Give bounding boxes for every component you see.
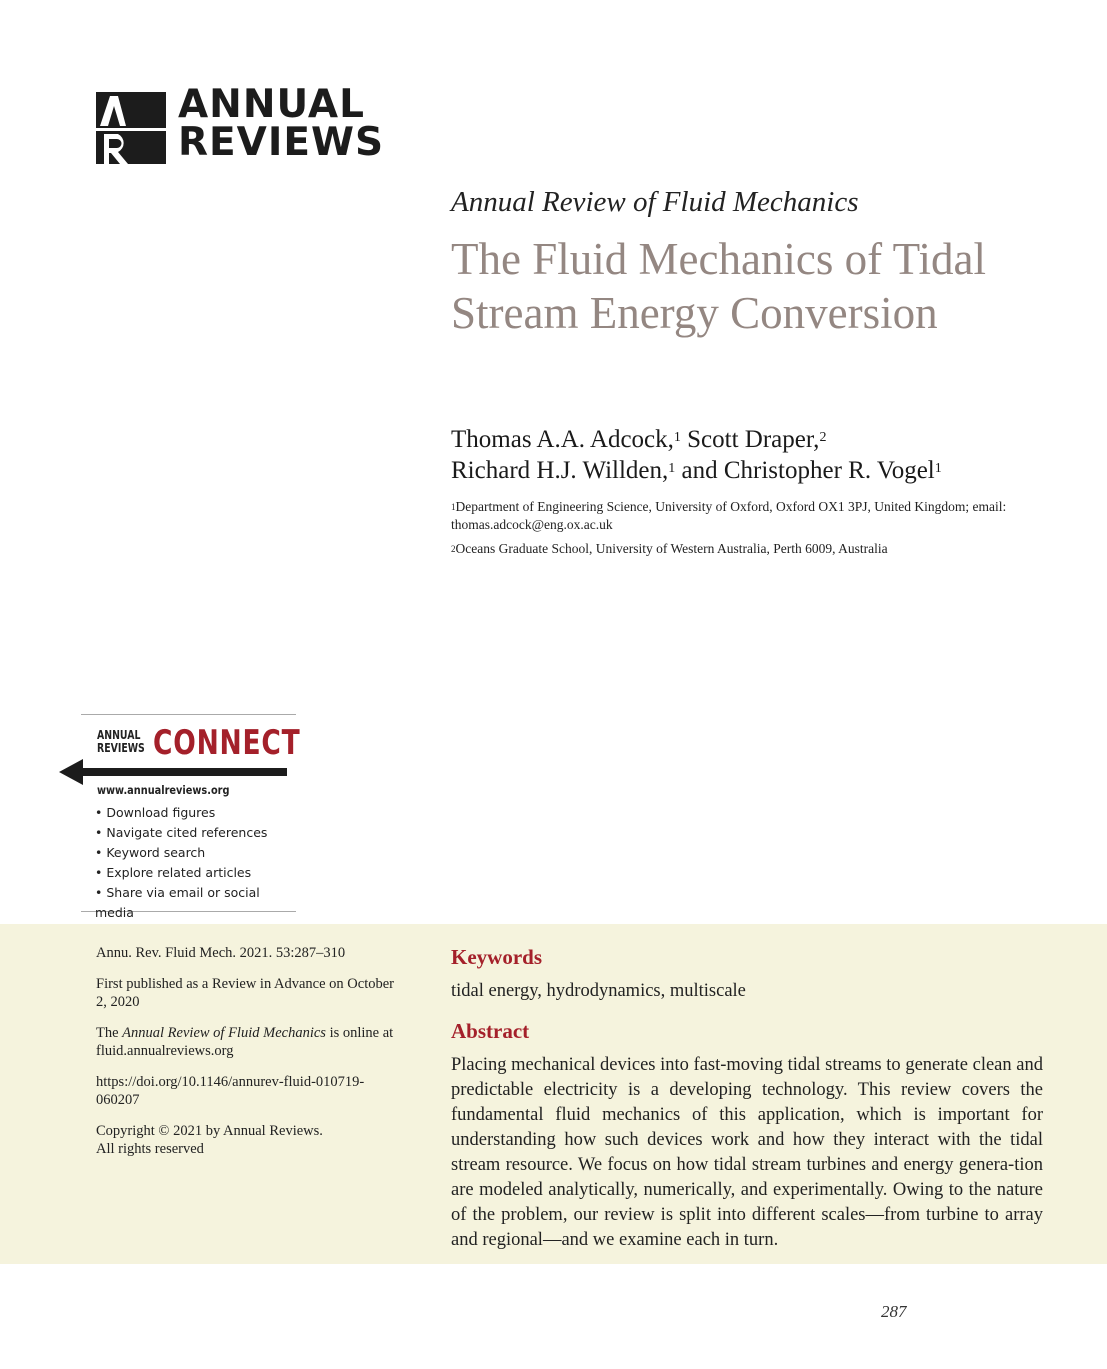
affiliations xyxy=(451,498,1051,564)
affil-marker: 1 xyxy=(934,461,942,476)
affil-marker: 1 xyxy=(673,430,681,445)
keywords-heading: Keywords xyxy=(451,945,542,969)
affiliation: $^2$Oceans Graduate School, University of Western Australia, Perth 6009, Australia xyxy=(451,541,888,556)
logo-line1: ANNUAL xyxy=(178,82,365,127)
logo-wordmark xyxy=(178,82,385,165)
connect-heading: CONNECT xyxy=(153,723,301,763)
author-name: Richard H.J. Willden, xyxy=(451,457,669,484)
connect-small-label: ANNUAL REVIEWS xyxy=(97,728,145,755)
list-item: • Navigate cited references xyxy=(95,825,268,840)
author-list xyxy=(451,424,1071,486)
abstract-heading: Abstract xyxy=(451,1019,530,1043)
publication-date: First published as a Review in Advance on October 2, 2020 xyxy=(96,975,394,1010)
doi-link[interactable]: https://doi.org/10.1146/annurev-fluid-010719-060207 xyxy=(96,1073,365,1108)
article-title: The Fluid Mechanics of Tidal Stream Energy Conversion xyxy=(451,234,986,338)
author-name: Thomas A.A. Adcock, xyxy=(451,426,674,453)
page-number: 287 xyxy=(881,1302,907,1321)
logo-line2: REVIEWS xyxy=(178,120,385,165)
journal-name: Annual Review of Fluid Mechanics xyxy=(451,186,859,218)
affil-marker: 2 xyxy=(819,430,827,445)
list-item: • Share via email or social media xyxy=(95,885,260,920)
publication-metadata xyxy=(96,944,406,1171)
connect-url[interactable]: www.annualreviews.org xyxy=(97,783,230,797)
annual-reviews-logo xyxy=(96,82,385,166)
copyright: Copyright © 2021 by Annual Reviews. All rights reserved xyxy=(96,1122,323,1157)
author-name: Scott Draper, xyxy=(687,426,820,453)
list-item: • Download figures xyxy=(95,805,216,820)
keywords-text: tidal energy, hydrodynamics, multiscale xyxy=(451,981,746,1001)
arrow-left-icon xyxy=(57,759,287,785)
online-note: The Annual Review of Fluid Mechanics is online at fluid.annualreviews.org xyxy=(96,1024,394,1059)
affiliation: $^1$Department of Engineering Science, University of Oxford, Oxford OX1 3PJ, United Kingdom; email: thomas.adcock@eng.ox.ac.uk xyxy=(451,499,1007,532)
connect-feature-list xyxy=(95,803,296,923)
affil-marker: 1 xyxy=(668,461,676,476)
annual-reviews-connect-box xyxy=(81,714,301,920)
author-name: and Christopher R. Vogel xyxy=(681,457,935,484)
citation: Annu. Rev. Fluid Mech. 2021. 53:287–310 xyxy=(96,945,346,961)
list-item: • Explore related articles xyxy=(95,865,252,880)
abstract-text: Placing mechanical devices into fast-moving tidal streams to generate clean and predictable electricity is a developing technology. This review covers the fundamental fluid mechanics of this application, which is important for understanding how such devices work and how they interact with the tidal stream resource. We focus on how tidal stream turbines and energy genera-tion are modeled analytically, numerically, and experimentally. Owing to the nature of the problem, our review is split into different scales—from turbine to array and regional—and we examine each in turn. xyxy=(451,1055,1043,1250)
list-item: • Keyword search xyxy=(95,845,206,860)
ar-logo-mark-icon xyxy=(96,92,166,164)
